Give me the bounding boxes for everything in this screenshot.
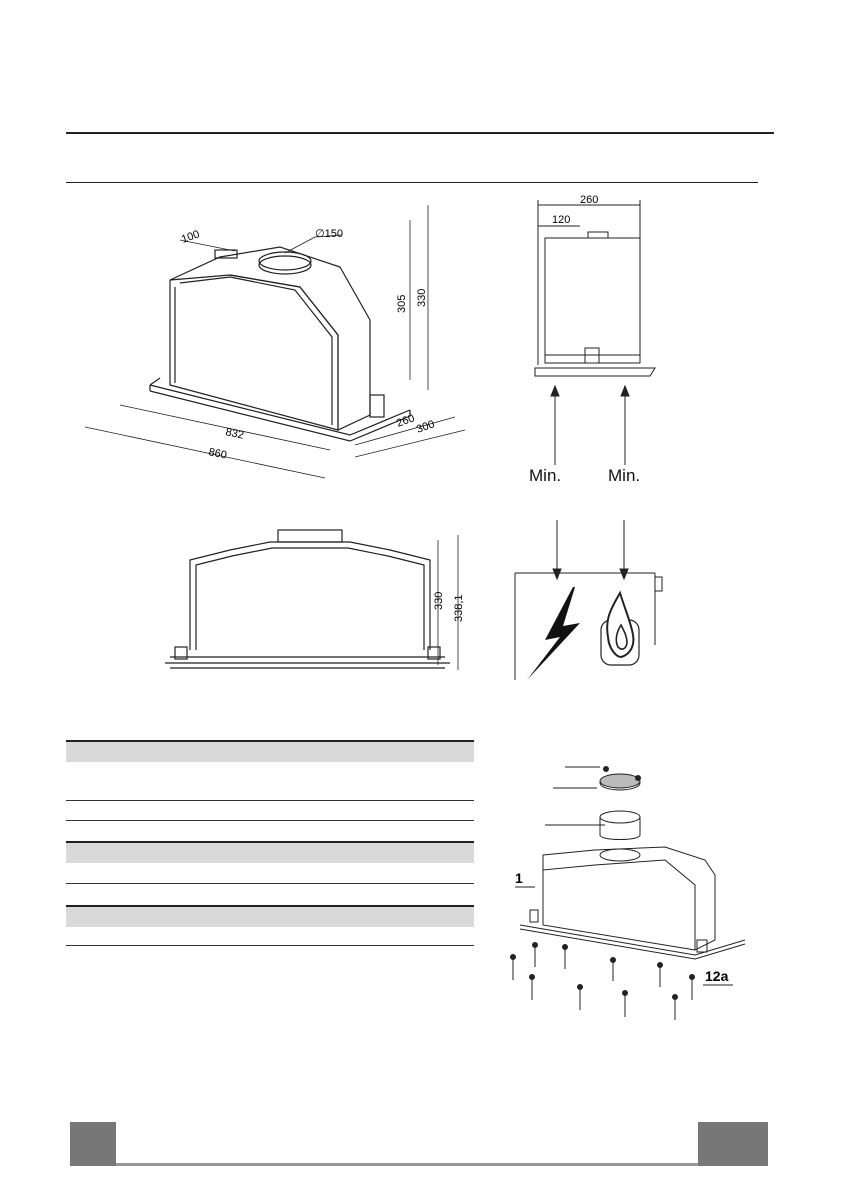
dim-300-label: 300 — [414, 418, 437, 436]
dim-diameter-150-label: ∅150 — [315, 228, 343, 240]
front-view-drawing — [160, 525, 470, 680]
part-12a-label: 12a — [705, 968, 729, 984]
side-dim-260-label: 260 — [580, 194, 599, 206]
table-header-row-3 — [66, 905, 474, 927]
front-dim-338-label: 338,1 — [453, 594, 465, 622]
part-1-label: 1 — [515, 870, 523, 886]
flame-icon — [601, 593, 639, 665]
dim-305-label: 305 — [396, 294, 408, 313]
min-label-right: Min. — [608, 466, 641, 485]
dim-330-label: 330 — [416, 288, 428, 307]
table-divider-1 — [66, 800, 474, 801]
front-dim-330-label: 330 — [433, 591, 445, 610]
dim-860-label: 860 — [207, 446, 228, 462]
side-dim-120-label: 120 — [552, 214, 571, 226]
footer-line — [116, 1163, 698, 1166]
dim-832-label: 832 — [224, 426, 245, 442]
header-rule-bottom — [66, 182, 758, 183]
table-header-row-2 — [66, 841, 474, 863]
header-rule-top — [66, 132, 774, 134]
footer-right-block — [698, 1122, 768, 1166]
dim-260-label: 260 — [394, 412, 417, 430]
dim-100-label: 100 — [179, 228, 202, 246]
table-divider-2 — [66, 820, 474, 821]
exploded-assembly-drawing — [505, 755, 755, 1030]
footer-left-block — [70, 1122, 116, 1166]
min-label-left: Min. — [529, 466, 562, 485]
isometric-hood-drawing — [80, 195, 470, 490]
hazard-panel-drawing — [505, 515, 675, 685]
table-divider-3 — [66, 883, 474, 884]
side-view-drawing — [520, 190, 680, 490]
lightning-bolt-icon — [527, 587, 580, 680]
table-header-row-1 — [66, 740, 474, 762]
table-divider-4 — [66, 945, 474, 946]
